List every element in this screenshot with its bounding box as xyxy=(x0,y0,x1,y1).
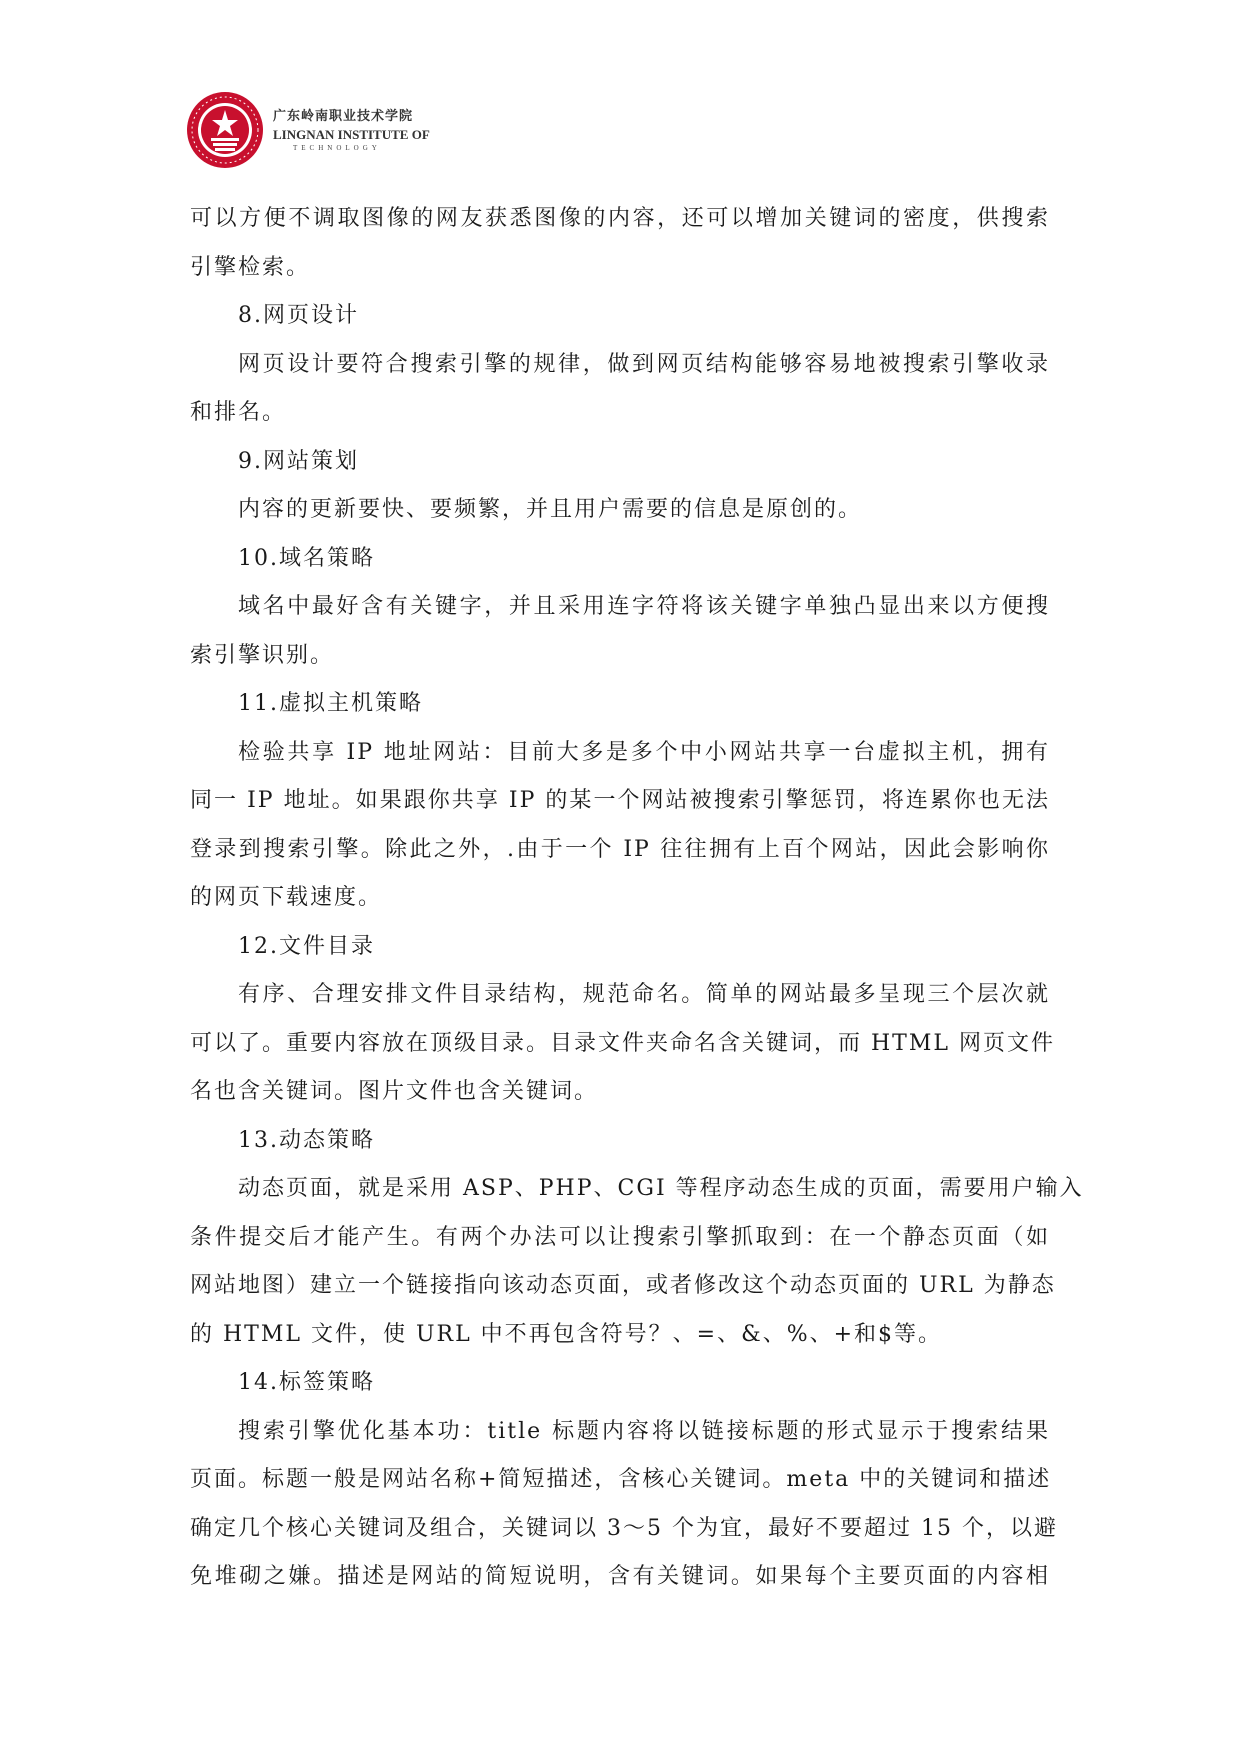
body-line: 网页设计要符合搜索引擎的规律，做到网页结构能够容易地被搜索引擎收录 xyxy=(238,351,1050,377)
section-heading-14: 14.标签策略 xyxy=(238,1370,375,1395)
body-line: 同一 IP 地址。如果跟你共享 IP 的某一个网站被搜索引擎惩罚，将连累你也无法 xyxy=(190,788,1050,813)
section-heading-12: 12.文件目录 xyxy=(238,933,375,959)
school-name-en-line2: TECHNOLOGY xyxy=(293,143,381,152)
body-line: 名也含关键词。图片文件也含关键词。 xyxy=(190,1079,599,1104)
body-line: 引擎检索。 xyxy=(190,254,311,280)
school-name-cn: 广东岭南职业技术学院 xyxy=(273,108,414,124)
body-line: 的 HTML 文件，使 URL 中不再包含符号？、=、&、%、+和$等。 xyxy=(190,1321,943,1347)
body-line: 域名中最好含有关键字，并且采用连字符将该关键字单独凸显出来以方便搜 xyxy=(238,594,1050,619)
section-heading-9: 9.网站策划 xyxy=(238,448,359,474)
body-line: 条件提交后才能产生。有两个办法可以让搜索引擎抓取到：在一个静态页面（如 xyxy=(190,1224,1050,1250)
section-heading-10: 10.域名策略 xyxy=(238,545,375,571)
page-header xyxy=(185,86,430,174)
body-line: 确定几个核心关键词及组合，关键词以 3～5 个为宜，最好不要超过 15 个，以避 xyxy=(190,1515,1058,1541)
body-line: 网站地图）建立一个链接指向该动态页面，或者修改这个动态页面的 URL 为静态 xyxy=(190,1273,1056,1298)
body-line: 有序、合理安排文件目录结构，规范命名。简单的网站最多呈现三个层次就 xyxy=(238,982,1050,1007)
section-heading-8: 8.网页设计 xyxy=(238,303,359,328)
section-heading-11: 11.虚拟主机策略 xyxy=(238,691,423,716)
body-line: 索引擎识别。 xyxy=(190,642,335,668)
body-line: 页面。标题一般是网站名称+简短描述，含核心关键词。meta 中的关键词和描述 xyxy=(190,1467,1052,1492)
document-body xyxy=(190,195,1084,1602)
body-line: 动态页面，就是采用 ASP、PHP、CGI 等程序动态生成的页面，需要用户输入 xyxy=(238,1176,1084,1201)
body-line: 免堆砌之嫌。描述是网站的简短说明，含有关键词。如果每个主要页面的内容相 xyxy=(190,1564,1050,1589)
school-name-block xyxy=(273,108,430,153)
body-line: 和排名。 xyxy=(190,400,287,425)
body-line: 的网页下载速度。 xyxy=(190,885,383,910)
body-line: 可以方便不调取图像的网友获悉图像的内容，还可以增加关键词的密度，供搜索 xyxy=(190,206,1050,231)
body-line: 登录到搜索引擎。除此之外，.由于一个 IP 往往拥有上百个网站，因此会影响你 xyxy=(190,836,1050,862)
school-seal-logo xyxy=(185,90,265,170)
section-heading-13: 13.动态策略 xyxy=(238,1127,375,1153)
body-line: 内容的更新要快、要频繁，并且用户需要的信息是原创的。 xyxy=(238,497,863,522)
body-line: 检验共享 IP 地址网站：目前大多是多个中小网站共享一台虚拟主机，拥有 xyxy=(238,739,1050,765)
school-name-en-line1: LINGNAN INSTITUTE OF xyxy=(273,126,430,142)
body-line: 搜索引擎优化基本功：title 标题内容将以链接标题的形式显示于搜索结果 xyxy=(238,1418,1050,1444)
body-line: 可以了。重要内容放在顶级目录。目录文件夹命名含关键词，而 HTML 网页文件 xyxy=(190,1030,1055,1056)
